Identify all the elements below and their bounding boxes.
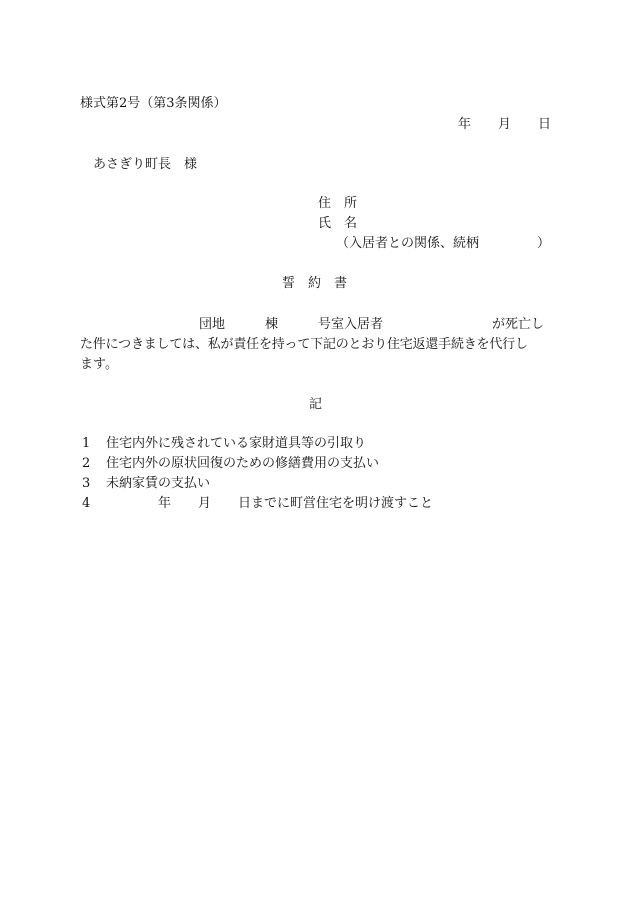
date-month-label: 月 (498, 117, 512, 132)
relation-note-open: （入居者との関係、続柄 (336, 236, 480, 251)
list-item-number: 1 (82, 436, 91, 451)
body-line-3: ます。 (80, 357, 118, 372)
body-died: が死亡し (492, 317, 545, 332)
document-title: 誓 約 書 (282, 276, 348, 291)
list-item-year-label: 年 (158, 496, 172, 511)
name-label: 氏 名 (318, 216, 358, 231)
addressee: あさぎり町長 様 (93, 157, 198, 172)
date-day-label: 日 (538, 117, 552, 132)
list-item-number: 4 (82, 496, 91, 511)
body-room-resident: 号室入居者 (318, 317, 384, 332)
address-label: 住 所 (318, 196, 358, 211)
body-danchi: 団地 (199, 317, 226, 332)
list-item-month-label: 月 (198, 496, 212, 511)
list-item-text: 日までに町営住宅を明け渡すこと (238, 496, 434, 511)
list-item-text: 住宅内外に残されている家財道具等の引取り (106, 436, 367, 451)
form-number-header: 様式第2号（第3条関係） (80, 96, 227, 111)
list-item-number: 2 (82, 456, 91, 471)
date-year-label: 年 (458, 117, 472, 132)
list-item-text: 未納家賃の支払い (106, 476, 211, 491)
ki-label: 記 (309, 397, 323, 412)
relation-note-close: ） (537, 236, 551, 251)
body-tou: 棟 (265, 317, 279, 332)
body-line-2: た件につきましては、私が責任を持って下記のとおり住宅返還手続きを代行し (80, 337, 528, 352)
list-item-number: 3 (82, 476, 91, 491)
list-item-text: 住宅内外の原状回復のための修繕費用の支払い (106, 456, 380, 471)
